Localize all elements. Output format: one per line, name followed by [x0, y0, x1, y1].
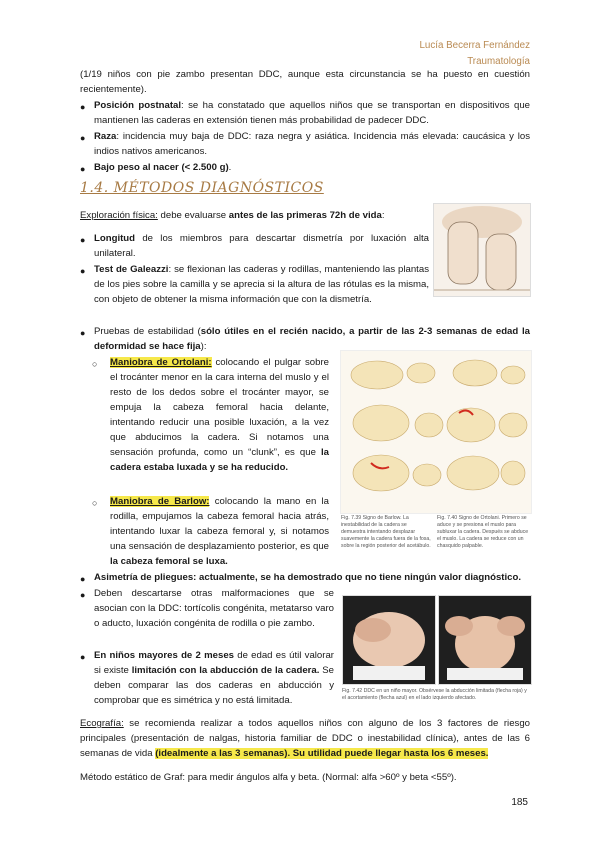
bullet: ●: [80, 652, 86, 662]
galeazzi-figure: [433, 203, 531, 297]
risk-peso: Bajo peso al nacer (< 2.500 g).: [94, 162, 232, 173]
bullet: ●: [80, 164, 86, 174]
risk-postnatal: Posición postnatal: se ha constatado que aquellos niños que se transportan en dispositivos que mantienen las caderas en extensión tienen más probabilidad de padecer DDC.: [94, 100, 530, 126]
item-longitud: Longitud de los miembros para descartar dismetría por luxación alta unilateral.: [94, 233, 429, 259]
item-ortolani: Maniobra de Ortolani: colocando el pulgar sobre el trocánter menor en la cara interna del muslo y el resto de los dedos sobre el trocánter mayor, se empuja la cabeza femoral hacia delante, intentando reducir una posible luxación, a la vez que abducimos la cadera. Si notamos una sensación profunda, como un “clunk”, es que la cadera estaba luxada y se ha reducido.: [110, 357, 329, 473]
stability-figures: [340, 350, 532, 514]
sub-bullet: ○: [92, 498, 98, 508]
child-photo-1: [343, 596, 435, 684]
item-galeazzi: Test de Galeazzi: se flexionan las caderas y rodillas, manteniendo las plantas de los pies sobre la camilla y se aprecia si la altura de las rótulas es la misma, con objeto de obtener la misma información que con la dismetría.: [94, 264, 429, 305]
ecografia-paragraph: Ecografía: se recomienda realizar a todos aquellos niños con alguno de los 3 factores de riesgo principales (presentación de nalgas, historia familiar de DDC o inestabilidad clínica), antes de las 6 semanas de vida (idealmente a las 3 semanas). Su utilidad puede llegar hasta los 6 meses.: [80, 718, 530, 759]
bullet: ●: [80, 235, 86, 245]
bullet: ●: [80, 590, 86, 600]
page-header: [419, 38, 530, 70]
maneuver-illustrations: [341, 351, 531, 513]
bullet: ●: [80, 266, 86, 276]
item-malformaciones: Deben descartarse otras malformaciones que se asocian con la DDC: tortícolis congénita, metatarso varo o aducto, luxación congénita de rodilla o pie zambo.: [94, 588, 334, 629]
subject-name: Traumatología: [467, 56, 530, 67]
bullet: ●: [80, 574, 86, 584]
photo-abduction-left: [342, 595, 436, 685]
sub-bullet: ○: [92, 359, 98, 369]
intro-text: (1/19 niños con pie zambo presentan DDC, aunque esta circunstancia se ha puesto en cuestión recientemente).: [80, 69, 530, 95]
child-photo-2: [439, 596, 531, 684]
bullet: ●: [80, 133, 86, 143]
photo-abduction-right: [438, 595, 532, 685]
item-barlow: Maniobra de Barlow: colocando la mano en la rodilla, empujamos la cabeza femoral hacia atrás, intentando luxar la cabeza femoral y, si notamos una sensación de desplazamiento posterior, es que la cabeza femoral se luxa.: [110, 496, 329, 567]
bullet: ●: [80, 102, 86, 112]
graf-line: Método estático de Graf: para medir ángulos alfa y beta. (Normal: alfa >60º y beta <55º).: [80, 772, 457, 783]
caption-fig42: Fig. 7.42 DDC en un niño mayor. Obsérvese la abducción limitada (flecha roja) y el acortamiento (flecha azul) en el lado izquierdo afectado.: [342, 688, 527, 701]
item-asimetria: Asimetría de pliegues: actualmente, se ha demostrado que no tiene ningún valor diagnóstico.: [94, 572, 522, 583]
caption-fig39: Fig. 7.39 Signo de Barlow. La inestabilidad de la cadera se demuestra intentando desplazar suavemente la cadera fuera de la fosa, sobre la región posterior del acetábulo.: [341, 515, 431, 549]
bullet: ●: [80, 328, 86, 338]
author-name: Lucía Becerra Fernández: [419, 40, 530, 51]
exploracion-line: Exploración física: debe evaluarse antes de las primeras 72h de vida:: [80, 210, 385, 221]
item-mayores: En niños mayores de 2 meses de edad es útil valorar si existe limitación con la abducción de la cadera. Se deben comparar las dos caderas en abducción y comprobar que es simétrica y no está limitada.: [94, 650, 335, 706]
risk-raza: Raza: incidencia muy baja de DDC: raza negra y asiática. Incidencia más elevada: caucásica y los indios nativos americanos.: [94, 131, 530, 157]
legs-illustration: [434, 204, 530, 296]
section-title: 1.4. MÉTODOS DIAGNÓSTICOS: [80, 180, 324, 196]
page-number: 185: [511, 797, 528, 808]
item-pruebas: Pruebas de estabilidad (sólo útiles en el recién nacido, a partir de las 2-3 semanas de edad la deformidad se hace fija):: [94, 326, 530, 352]
caption-fig40: Fig. 7.40 Signo de Ortolani. Primero se aduce y se presiona el muslo para subluxar la cadera. Después se abduce el muslo. La cadera se reduce con un chasquido palpable.: [437, 515, 529, 549]
